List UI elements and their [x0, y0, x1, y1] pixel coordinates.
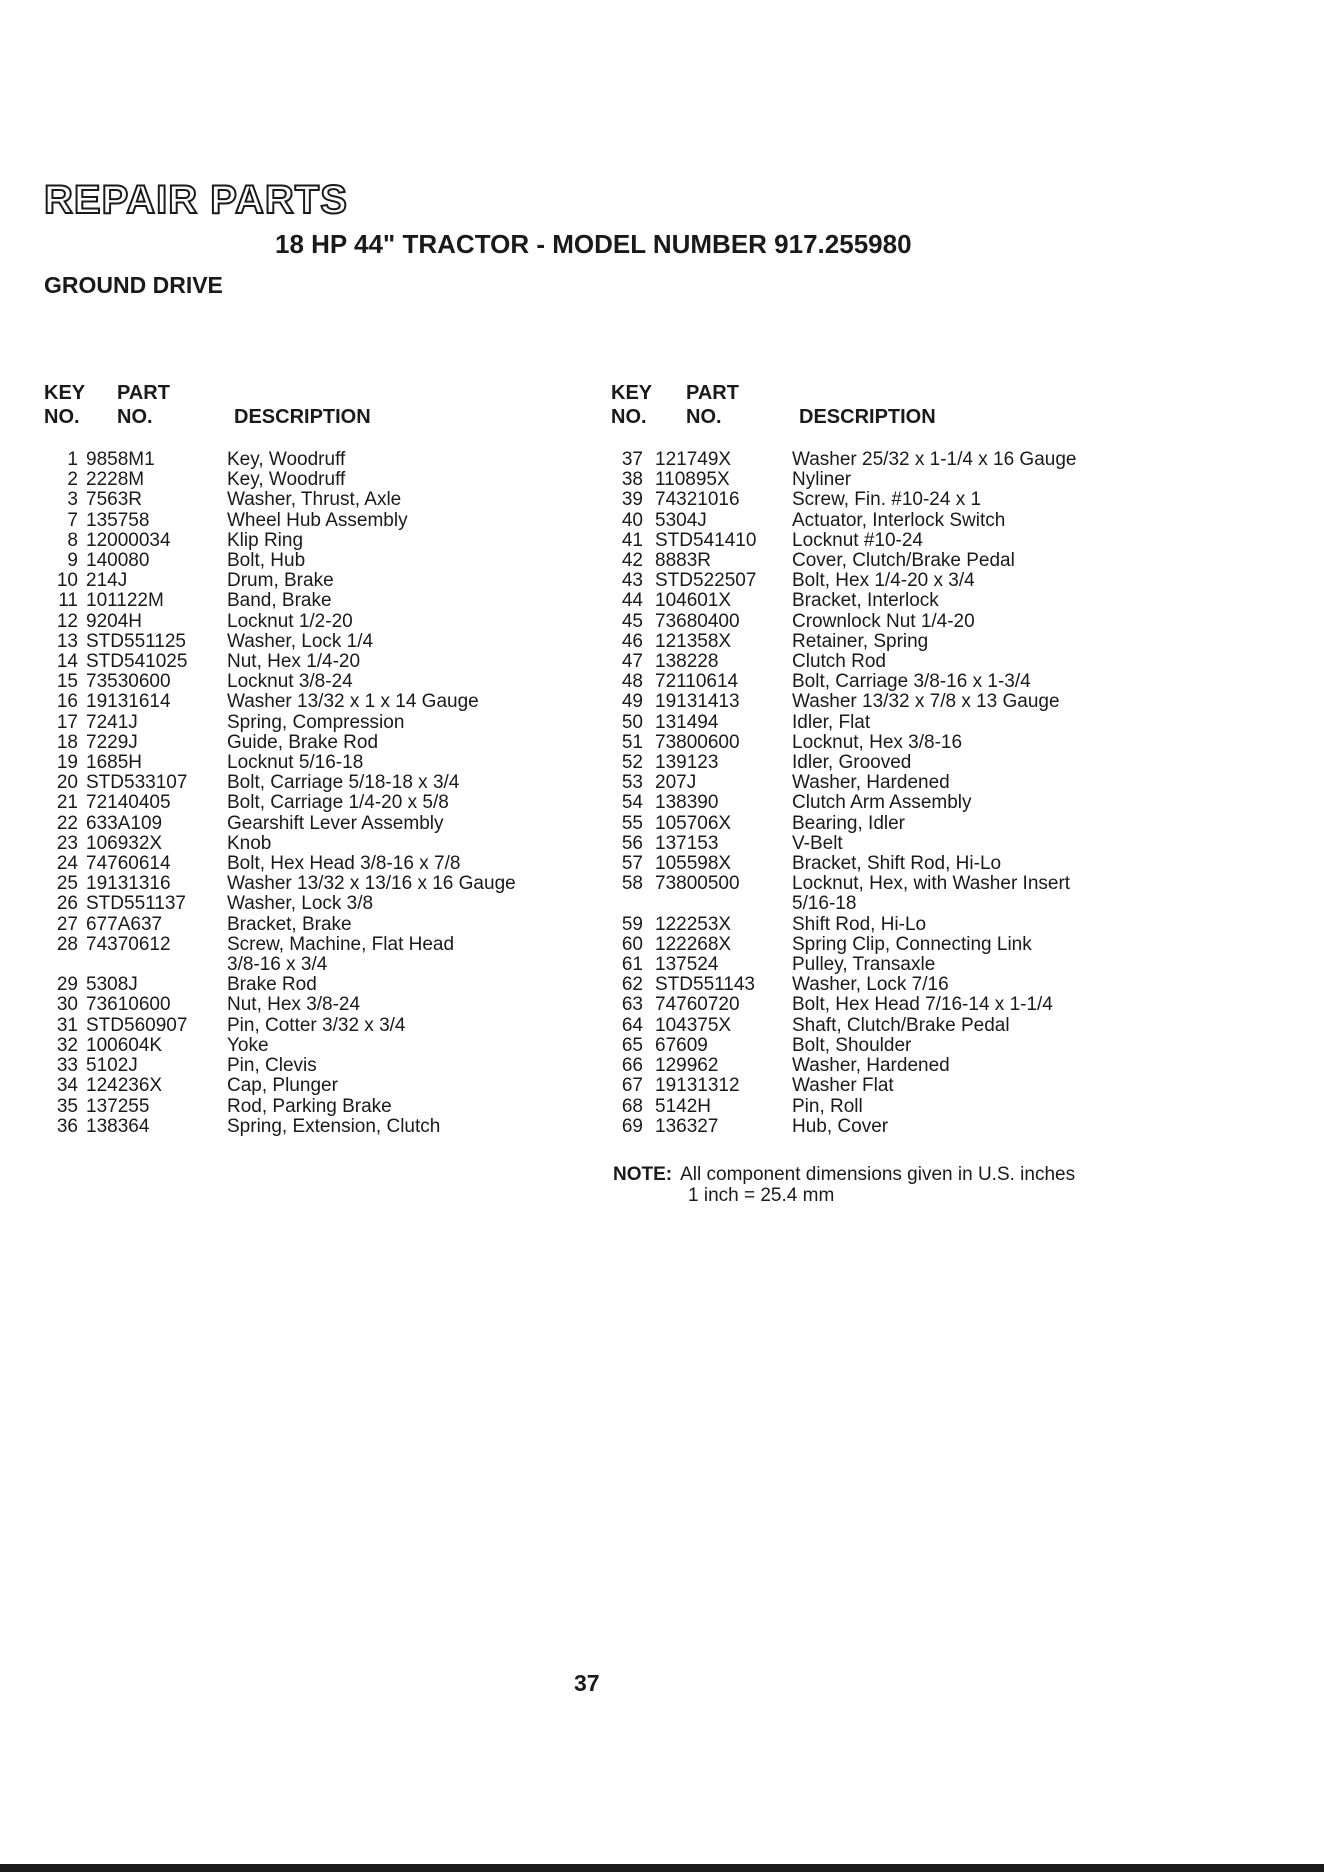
key-no: 56 [621, 832, 643, 854]
key-no: 43 [621, 570, 643, 592]
key-no: 61 [621, 954, 643, 976]
description: Nyliner [792, 469, 852, 491]
part-no: 9858M1 [86, 449, 155, 470]
description: Washer, Lock 3/8 [227, 893, 374, 915]
key-no: 48 [621, 671, 643, 693]
part-no: 72110614 [655, 671, 739, 693]
part-no: 5308J [86, 974, 138, 996]
key-no: 67 [621, 1075, 643, 1097]
key-no: 21 [56, 792, 78, 814]
section-heading: GROUND DRIVE [44, 272, 223, 298]
parts-row [611, 511, 1151, 531]
part-no: 1685H [86, 752, 142, 774]
key-no: 1 [67, 449, 78, 470]
parts-row [44, 652, 604, 672]
part-no: 207J [655, 772, 697, 794]
key-no: 47 [621, 651, 643, 673]
part-no: 104375X [655, 1014, 732, 1036]
key-no: 60 [621, 933, 643, 955]
part-no: 138390 [655, 792, 719, 814]
part-no: 105598X [655, 853, 732, 875]
parts-row [44, 490, 604, 510]
key-no: 50 [621, 711, 643, 733]
bottom-rule [0, 1864, 1324, 1872]
key-no: 29 [56, 974, 78, 996]
parts-row [611, 450, 1151, 470]
parts-row [44, 894, 604, 914]
parts-row [44, 935, 604, 955]
part-no: 136327 [655, 1115, 719, 1137]
part-no: 137524 [655, 954, 719, 976]
description: Locknut 3/8-24 [227, 671, 353, 693]
parts-row [44, 571, 604, 591]
description: Locknut, Hex 3/8-16 [792, 731, 963, 753]
description: Locknut 5/16-18 [227, 752, 364, 774]
parts-row [44, 612, 604, 632]
description: Klip Ring [227, 529, 304, 551]
description: Locknut, Hex, with Washer Insert [792, 873, 1071, 895]
key-no: 17 [56, 711, 78, 733]
part-no: 5102J [86, 1055, 138, 1077]
description: Bearing, Idler [792, 812, 906, 834]
key-no: 41 [621, 529, 643, 551]
key-no: 3 [67, 489, 78, 511]
description: Shift Rod, Hi-Lo [792, 913, 927, 935]
description: Screw, Machine, Flat Head [227, 933, 455, 955]
parts-row [611, 955, 1151, 975]
description: Washer, Hardened [792, 1055, 950, 1077]
key-no: 45 [621, 610, 643, 632]
description: Cover, Clutch/Brake Pedal [792, 550, 1015, 572]
part-no [655, 894, 792, 914]
key-no: 9 [67, 550, 78, 572]
description: Drum, Brake [227, 570, 334, 592]
key-no: 12 [56, 610, 78, 632]
parts-row [611, 1036, 1151, 1056]
description: Locknut #10-24 [792, 529, 923, 551]
part-no: 7229J [86, 731, 138, 753]
key-no: 55 [621, 812, 643, 834]
description: 5/16-18 [792, 893, 857, 915]
key-no: 36 [56, 1115, 78, 1137]
description: Bolt, Hex Head 7/16-14 x 1-1/4 [792, 994, 1053, 1016]
part-no: 19131312 [655, 1075, 740, 1097]
parts-row [44, 692, 604, 712]
part-no: 129962 [655, 1055, 719, 1077]
parts-row [44, 632, 604, 652]
parts-row [611, 612, 1151, 632]
key-no: 37 [621, 449, 643, 470]
parts-row [44, 591, 604, 611]
description: Clutch Rod [792, 651, 886, 673]
key-no: 49 [621, 691, 643, 713]
part-no: STD533107 [86, 772, 188, 794]
description: Bolt, Carriage 5/18-18 x 3/4 [227, 772, 460, 794]
parts-row [611, 894, 1151, 914]
description: Bolt, Hex Head 3/8-16 x 7/8 [227, 853, 461, 875]
description: Spring, Extension, Clutch [227, 1115, 441, 1137]
parts-row [44, 753, 604, 773]
part-no: 105706X [655, 812, 732, 834]
key-no: 57 [621, 853, 643, 875]
key-no: 63 [621, 994, 643, 1016]
parts-row [44, 450, 604, 470]
part-no [86, 955, 227, 975]
parts-row [44, 814, 604, 834]
key-no: 66 [621, 1055, 643, 1077]
description: Locknut 1/2-20 [227, 610, 353, 632]
parts-row [611, 470, 1151, 490]
model-heading: 18 HP 44" TRACTOR - MODEL NUMBER 917.255980 [275, 229, 912, 259]
parts-row [44, 733, 604, 753]
part-no: 7563R [86, 489, 142, 511]
part-no: STD551125 [86, 630, 186, 652]
parts-row [611, 632, 1151, 652]
key-no: 22 [56, 812, 78, 834]
part-no: 633A109 [86, 812, 163, 834]
part-no: 72140405 [86, 792, 171, 814]
parts-row [44, 995, 604, 1015]
key-no: 32 [56, 1034, 78, 1056]
description: Spring, Compression [227, 711, 405, 733]
description: Hub, Cover [792, 1115, 889, 1137]
part-no: 74321016 [655, 489, 740, 511]
description: Rod, Parking Brake [227, 1095, 392, 1117]
part-no: 110895X [655, 469, 730, 491]
key-no: 34 [56, 1075, 78, 1097]
note [613, 1164, 1075, 1206]
header-part: PART [117, 382, 170, 404]
description: Washer, Lock 7/16 [792, 974, 949, 996]
parts-row [611, 531, 1151, 551]
parts-row [44, 1097, 604, 1117]
part-no: 101122M [86, 590, 164, 612]
part-no: 5142H [655, 1095, 711, 1117]
key-no: 19 [56, 752, 78, 774]
description: Washer, Lock 1/4 [227, 630, 374, 652]
part-no: 2228M [86, 469, 145, 491]
description: Gearshift Lever Assembly [227, 812, 444, 834]
parts-row [44, 1056, 604, 1076]
part-no: 124236X [86, 1075, 163, 1097]
part-no: STD551137 [86, 893, 186, 915]
key-no: 65 [621, 1034, 643, 1056]
part-no: STD551143 [655, 974, 755, 996]
description: Idler, Flat [792, 711, 871, 733]
key-no: 51 [621, 731, 643, 753]
parts-row [611, 1016, 1151, 1036]
description: Bracket, Shift Rod, Hi-Lo [792, 853, 1002, 875]
key-no: 26 [56, 893, 78, 915]
part-no: 131494 [655, 711, 719, 733]
key-no: 58 [621, 873, 643, 895]
page-title: REPAIR PARTS [44, 178, 348, 222]
description: Bracket, Brake [227, 913, 352, 935]
parts-row [44, 531, 604, 551]
key-no: 64 [621, 1014, 643, 1036]
parts-row [611, 773, 1151, 793]
header-description: DESCRIPTION [234, 406, 371, 428]
parts-row [611, 1056, 1151, 1076]
parts-rows-right [611, 450, 1151, 1137]
part-no: 677A637 [86, 913, 163, 935]
header-key: KEY [44, 382, 86, 404]
description: Wheel Hub Assembly [227, 509, 408, 531]
parts-row [611, 1097, 1151, 1117]
key-no: 38 [621, 469, 643, 491]
parts-row [611, 915, 1151, 935]
key-no: 2 [67, 469, 78, 491]
part-no: STD560907 [86, 1014, 188, 1036]
parts-table-right [611, 382, 1151, 1137]
parts-row [611, 490, 1151, 510]
part-no: 135758 [86, 509, 150, 531]
parts-row [611, 854, 1151, 874]
part-no: 74760720 [655, 994, 740, 1016]
key-no: 33 [56, 1055, 78, 1077]
parts-row [44, 854, 604, 874]
description: Washer 13/32 x 1 x 14 Gauge [227, 691, 479, 713]
key-no: 13 [56, 630, 78, 652]
parts-row [611, 975, 1151, 995]
parts-table-left [44, 382, 604, 1137]
part-no: 100604K [86, 1034, 163, 1056]
header-description: DESCRIPTION [799, 406, 936, 428]
parts-row [44, 713, 604, 733]
description: Key, Woodruff [227, 449, 346, 470]
description: Brake Rod [227, 974, 317, 996]
part-no: 9204H [86, 610, 142, 632]
key-no: 23 [56, 832, 78, 854]
parts-row [611, 1076, 1151, 1096]
key-no: 62 [621, 974, 643, 996]
key-no [611, 894, 643, 914]
key-no: 25 [56, 873, 78, 895]
part-no: 140080 [86, 550, 150, 572]
description: Washer 13/32 x 13/16 x 16 Gauge [227, 873, 516, 895]
description: 3/8-16 x 3/4 [227, 954, 328, 976]
part-no: 121749X [655, 449, 732, 470]
key-no: 14 [56, 651, 78, 673]
page-number: 37 [574, 1670, 600, 1696]
key-no: 31 [56, 1014, 78, 1036]
description: Washer Flat [792, 1075, 894, 1097]
description: Bolt, Carriage 3/8-16 x 1-3/4 [792, 671, 1031, 693]
part-no: 137255 [86, 1095, 150, 1117]
part-no: 73800600 [655, 731, 740, 753]
parts-row [611, 571, 1151, 591]
part-no: 74760614 [86, 853, 171, 875]
description: Washer 25/32 x 1-1/4 x 16 Gauge [792, 449, 1077, 470]
parts-row [611, 551, 1151, 571]
part-no: 12000034 [86, 529, 171, 551]
parts-row [611, 1117, 1151, 1137]
key-no: 35 [56, 1095, 78, 1117]
description: Cap, Plunger [227, 1075, 338, 1097]
description: Bolt, Hub [227, 550, 306, 572]
part-no: 19131413 [655, 691, 740, 713]
note-line-2: 1 inch = 25.4 mm [688, 1185, 835, 1206]
key-no [44, 955, 78, 975]
table-header [611, 382, 1151, 432]
parts-row [611, 591, 1151, 611]
parts-row [611, 652, 1151, 672]
part-no: 19131614 [86, 691, 171, 713]
part-no: 73530600 [86, 671, 171, 693]
parts-row [611, 995, 1151, 1015]
key-no: 28 [56, 933, 78, 955]
note-label: NOTE: [613, 1164, 673, 1185]
parts-row [611, 874, 1151, 894]
parts-row [44, 773, 604, 793]
description: Knob [227, 832, 272, 854]
description: V-Belt [792, 832, 843, 854]
parts-row [611, 713, 1151, 733]
key-no: 30 [56, 994, 78, 1016]
parts-row [44, 470, 604, 490]
parts-row [611, 814, 1151, 834]
description: Pin, Clevis [227, 1055, 317, 1077]
parts-row [611, 692, 1151, 712]
part-no: 121358X [655, 630, 732, 652]
part-no: 5304J [655, 509, 707, 531]
description: Bolt, Shoulder [792, 1034, 912, 1056]
description: Screw, Fin. #10-24 x 1 [792, 489, 982, 511]
key-no: 59 [621, 913, 643, 935]
parts-row [611, 935, 1151, 955]
key-no: 39 [621, 489, 643, 511]
part-no: STD541025 [86, 651, 188, 673]
description: Idler, Grooved [792, 752, 912, 774]
parts-row [44, 874, 604, 894]
description: Retainer, Spring [792, 630, 929, 652]
parts-row [611, 793, 1151, 813]
description: Nut, Hex 3/8-24 [227, 994, 361, 1016]
parts-row [611, 672, 1151, 692]
part-no: 73610600 [86, 994, 171, 1016]
parts-row [44, 1016, 604, 1036]
description: Key, Woodruff [227, 469, 346, 491]
parts-row [44, 955, 604, 975]
key-no: 46 [621, 630, 643, 652]
parts-row [611, 753, 1151, 773]
key-no: 7 [67, 509, 78, 531]
description: Clutch Arm Assembly [792, 792, 972, 814]
part-no: 139123 [655, 752, 719, 774]
part-no: 67609 [655, 1034, 708, 1056]
description: Nut, Hex 1/4-20 [227, 651, 361, 673]
part-no: 122253X [655, 913, 732, 935]
part-no: 138364 [86, 1115, 150, 1137]
header-part-no: NO. [117, 406, 153, 428]
key-no: 10 [56, 570, 78, 592]
parts-row [611, 834, 1151, 854]
key-no: 16 [56, 691, 78, 713]
part-no: 138228 [655, 651, 719, 673]
key-no: 27 [56, 913, 78, 935]
part-no: 7241J [86, 711, 138, 733]
description: Yoke [227, 1034, 269, 1056]
description: Spring Clip, Connecting Link [792, 933, 1032, 955]
part-no: 104601X [655, 590, 732, 612]
part-no: 122268X [655, 933, 732, 955]
parts-row [44, 672, 604, 692]
parts-rows-left [44, 450, 604, 1137]
description: Washer, Thrust, Axle [227, 489, 402, 511]
parts-row [44, 1117, 604, 1137]
key-no: 69 [621, 1115, 643, 1137]
parts-row [44, 793, 604, 813]
header-part-no: NO. [686, 406, 722, 428]
header-no: NO. [44, 406, 80, 428]
part-no: 214J [86, 570, 128, 592]
description: Crownlock Nut 1/4-20 [792, 610, 975, 632]
part-no: 106932X [86, 832, 163, 854]
note-line-1: All component dimensions given in U.S. inches [680, 1164, 1076, 1185]
key-no: 68 [621, 1095, 643, 1117]
parts-row [44, 551, 604, 571]
description: Pin, Roll [792, 1095, 863, 1117]
part-no: 73680400 [655, 610, 740, 632]
description: Bolt, Hex 1/4-20 x 3/4 [792, 570, 975, 592]
key-no: 18 [56, 731, 78, 753]
description: Washer, Hardened [792, 772, 950, 794]
key-no: 20 [56, 772, 78, 794]
key-no: 11 [58, 590, 78, 612]
part-no: STD541410 [655, 529, 757, 551]
description: Guide, Brake Rod [227, 731, 379, 753]
part-no: 73800500 [655, 873, 740, 895]
part-no: 137153 [655, 832, 719, 854]
description: Actuator, Interlock Switch [792, 509, 1006, 531]
description: Pin, Cotter 3/32 x 3/4 [227, 1014, 406, 1036]
description: Bolt, Carriage 1/4-20 x 5/8 [227, 792, 449, 814]
parts-row [44, 975, 604, 995]
header-key: KEY [611, 382, 653, 404]
part-no: 74370612 [86, 933, 171, 955]
description: Band, Brake [227, 590, 332, 612]
header-part: PART [686, 382, 739, 404]
key-no: 8 [67, 529, 78, 551]
table-header [44, 382, 604, 432]
parts-row [44, 1076, 604, 1096]
description: Pulley, Transaxle [792, 954, 936, 976]
key-no: 54 [621, 792, 643, 814]
part-no: STD522507 [655, 570, 757, 592]
parts-row [611, 733, 1151, 753]
parts-row [44, 511, 604, 531]
description: Washer 13/32 x 7/8 x 13 Gauge [792, 691, 1060, 713]
key-no: 52 [621, 752, 643, 774]
key-no: 15 [56, 671, 78, 693]
parts-row [44, 915, 604, 935]
key-no: 44 [621, 590, 643, 612]
parts-row [44, 1036, 604, 1056]
parts-row [44, 834, 604, 854]
part-no: 19131316 [86, 873, 171, 895]
part-no: 8883R [655, 550, 711, 572]
key-no: 24 [56, 853, 78, 875]
description: Shaft, Clutch/Brake Pedal [792, 1014, 1010, 1036]
header-no: NO. [611, 406, 647, 428]
description: Bracket, Interlock [792, 590, 939, 612]
key-no: 42 [621, 550, 643, 572]
key-no: 53 [621, 772, 643, 794]
key-no: 40 [621, 509, 643, 531]
